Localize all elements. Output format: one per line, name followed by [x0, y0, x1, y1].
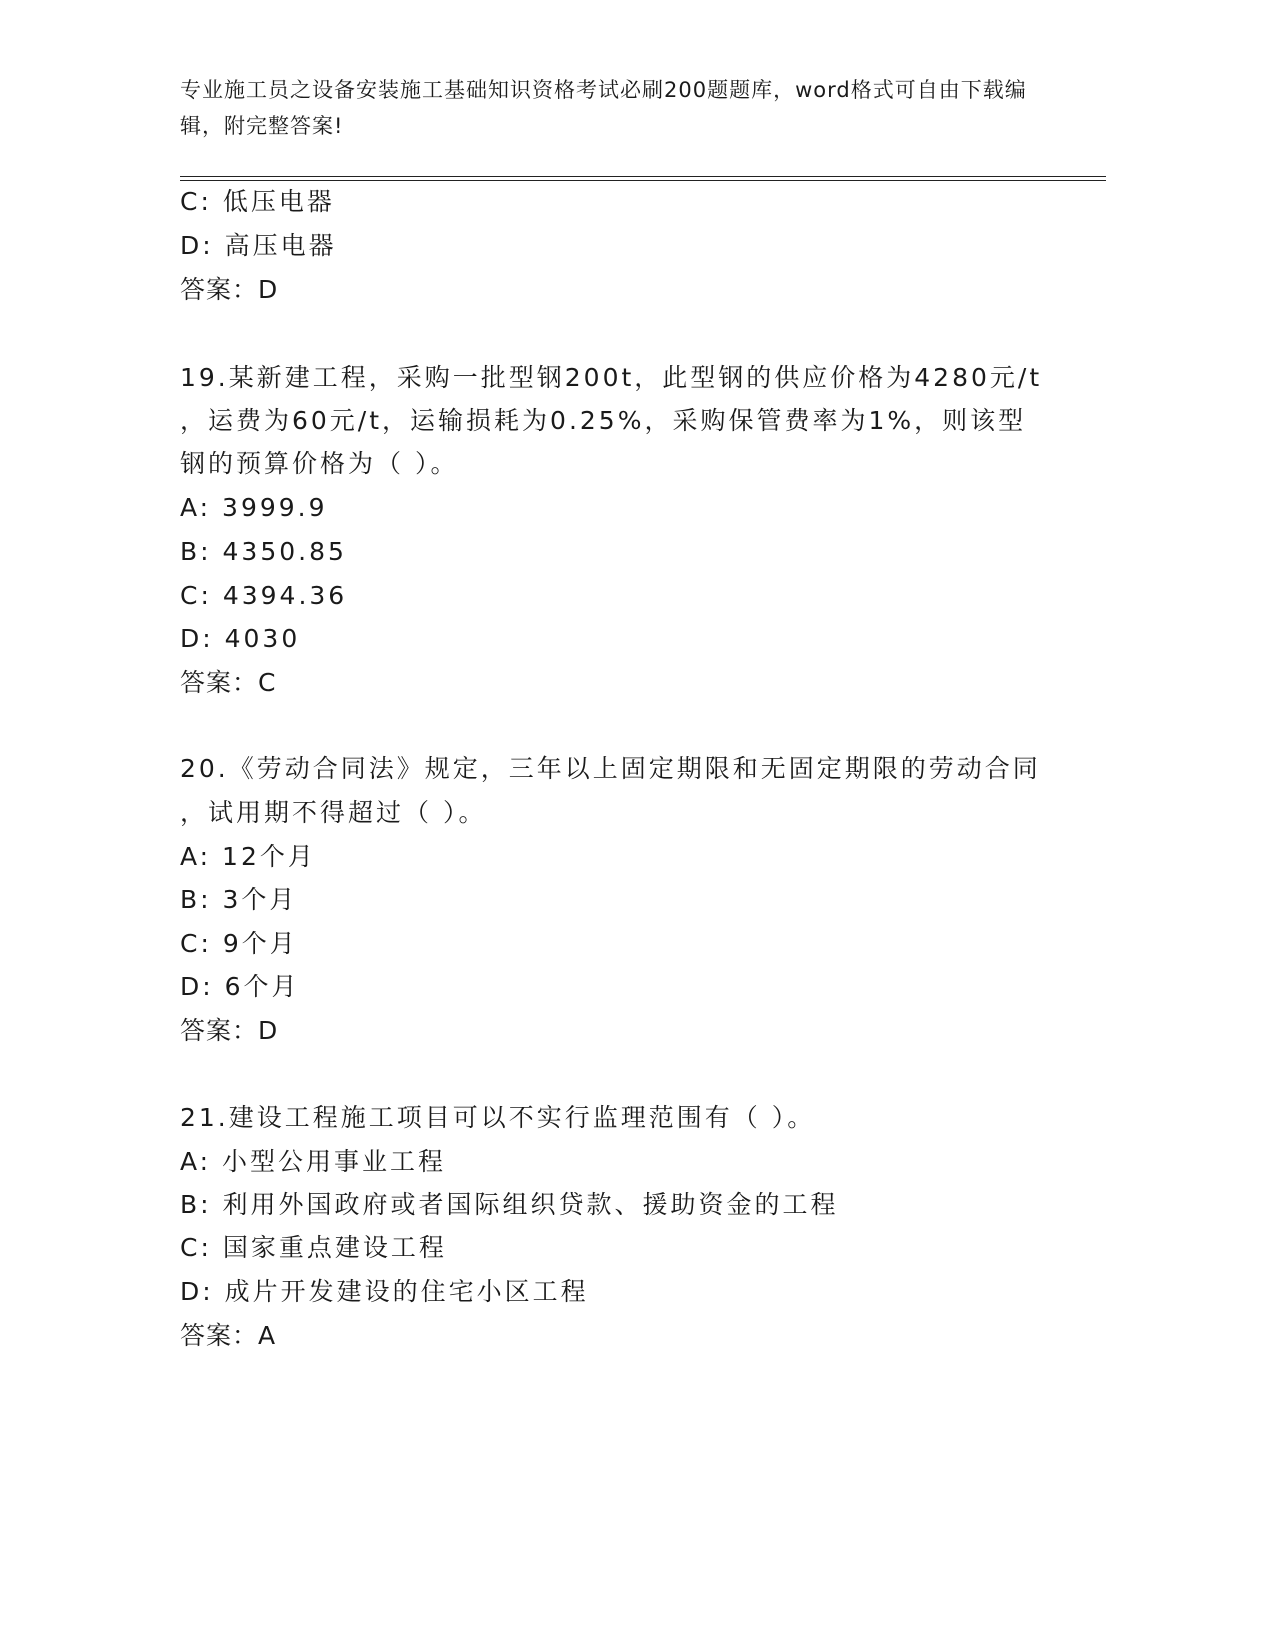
q21-answer: 答案：A: [180, 1321, 277, 1350]
q19-stem-line-2: ，运费为60元/t，运输损耗为0.25%，采购保管费率为1%，则该型: [180, 406, 1027, 435]
q21-option-a: A: 小型公用事业工程: [180, 1147, 447, 1176]
q19-option-d: D: 4030: [180, 624, 301, 653]
q20-option-c: C: 9个月: [180, 929, 298, 958]
q20-answer: 答案：D: [180, 1016, 279, 1045]
q20-stem-line-2: ，试用期不得超过（ ）。: [180, 798, 487, 827]
q18-option-c: C: 低压电器: [180, 187, 335, 216]
q19-answer: 答案：C: [180, 668, 277, 697]
q20-stem-line-1: 20.《劳动合同法》规定，三年以上固定期限和无固定期限的劳动合同: [180, 754, 1041, 783]
q21-stem-line-1: 21.建设工程施工项目可以不实行监理范围有（ ）。: [180, 1103, 816, 1132]
q20-option-d: D: 6个月: [180, 972, 300, 1001]
header-divider: [180, 176, 1106, 181]
q20-option-a: A: 12个月: [180, 842, 316, 871]
q21-option-d: D: 成片开发建设的住宅小区工程: [180, 1277, 589, 1306]
q20-option-b: B: 3个月: [180, 885, 298, 914]
q21-option-c: C: 国家重点建设工程: [180, 1233, 447, 1262]
q18-option-d: D: 高压电器: [180, 231, 337, 260]
q19-option-b: B: 4350.85: [180, 537, 347, 566]
q19-stem-line-1: 19.某新建工程，采购一批型钢200t，此型钢的供应价格为4280元/t: [180, 363, 1043, 392]
q19-option-a: A: 3999.9: [180, 493, 328, 522]
q19-stem-line-3: 钢的预算价格为（ ）。: [180, 449, 459, 478]
q19-option-c: C: 4394.36: [180, 581, 348, 610]
q18-answer: 答案：D: [180, 275, 279, 304]
document-header: 专业施工员之设备安装施工基础知识资格考试必刷200题题库，word格式可自由下载编辑，附完整答案!: [180, 78, 1027, 138]
q21-option-b: B: 利用外国政府或者国际组织贷款、援助资金的工程: [180, 1190, 839, 1219]
